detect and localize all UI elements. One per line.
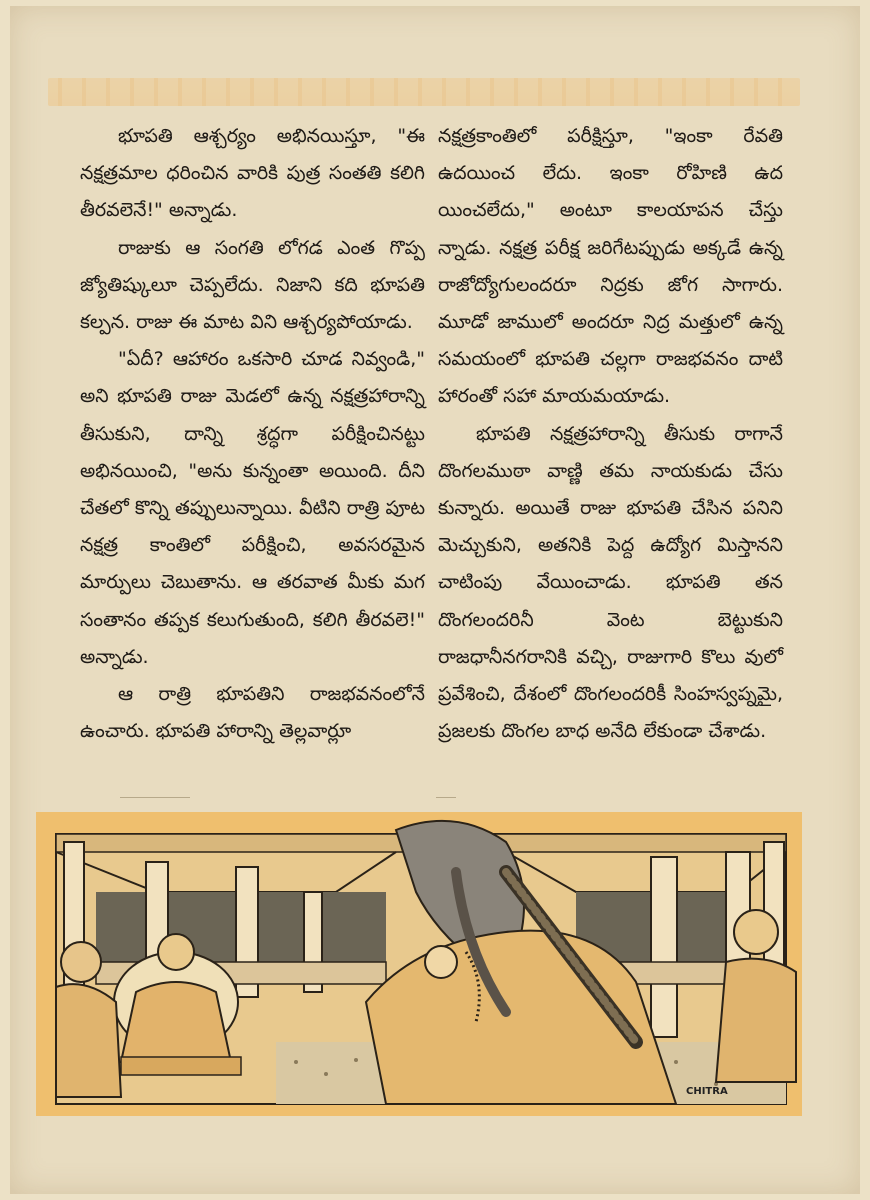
paragraph: "ఏదీ? ఆహారం ఒకసారి చూడ నివ్వండి," అని భూపతి రాజు మెడలో ఉన్న నక్షత్రహారాన్ని తీసుకుని, దాన్ని శ్రద్ధగా పరీక్షించినట్టు అభినయించి, "అను కున్నంతా అయింది. దీని చేతలో కొన్ని తప్పులున్నాయి. వీటిని రాత్రి పూట నక్షత్ర కాంతిలో పరీక్షించి, అవసరమైన మార్పులు చెబుతాను. ఆ తరవాత మీకు మగ సంతానం తప్పక కలుగుతుంది, కలిగి తీరవలె!" అన్నాడు.: [80, 348, 425, 668]
paragraph: రాజుకు ఆ సంగతి లోగడ ఎంత గొప్ప జ్యోతిష్కులూ చెప్పలేదు. నిజాని కది భూపతి కల్పన. రాజు ఈ మాట విని ఆశ్చర్యపోయాడు.: [80, 236, 425, 334]
left-text-column: [80, 118, 425, 750]
divider: [436, 797, 456, 798]
paragraph: ఆ రాత్రి భూపతిని రాజభవనంలోనే ఉంచారు. భూపతి హారాన్ని తెల్లవార్లూ: [80, 683, 425, 743]
paragraph: భూపతి ఆశ్చర్యం అభినయిస్తూ, "ఈ నక్షత్రమాల ధరించిన వారికి పుత్ర సంతతి కలిగి తీరవలెనే!" అన్నాడు.: [80, 125, 425, 222]
paragraph: నక్షత్రకాంతిలో పరీక్షిస్తూ, "ఇంకా రేవతి ఉదయించ లేదు. ఇంకా రోహిణి ఉద యించలేదు," అంటూ కాలయాపన చేస్తు న్నాడు. నక్షత్ర పరీక్ష జరిగేటప్పుడు అక్కడే ఉన్న రాజోద్యోగులందరూ నిద్రకు జోగ సాగారు. మూడో జాములో అందరూ నిద్ర మత్తులో ఉన్న సమయంలో భూపతి చల్లగా రాజభవనం దాటి హారంతో సహా మాయమయాడు.: [438, 125, 783, 408]
paragraph: భూపతి నక్షత్రహారాన్ని తీసుకు రాగానే దొంగలముఠా వాణ్ణి తమ నాయకుడు చేసు కున్నారు. అయితే రాజు భూపతి చేసిన పనిని మెచ్చుకుని, అతనికి పెద్ద ఉద్యోగ మిస్తానని చాటింపు వేయించాడు. భూపతి తన దొంగలందరినీ వెంట బెట్టుకుని రాజధానీనగరానికి వచ్చి, రాజుగారి కొలు వులో ప్రవేశించి, దేశంలో దొంగలందరికీ సింహస్వప్నమై, ప్రజలకు దొంగల బాధ అనేది లేకుండా చేశాడు.: [438, 422, 783, 743]
artist-signature: CHITRA: [686, 1086, 728, 1097]
right-text-column: [438, 118, 783, 750]
story-illustration: [36, 812, 802, 1116]
decorative-border: [48, 78, 800, 106]
palace-scene-image: [36, 812, 802, 1116]
divider: [120, 797, 190, 798]
